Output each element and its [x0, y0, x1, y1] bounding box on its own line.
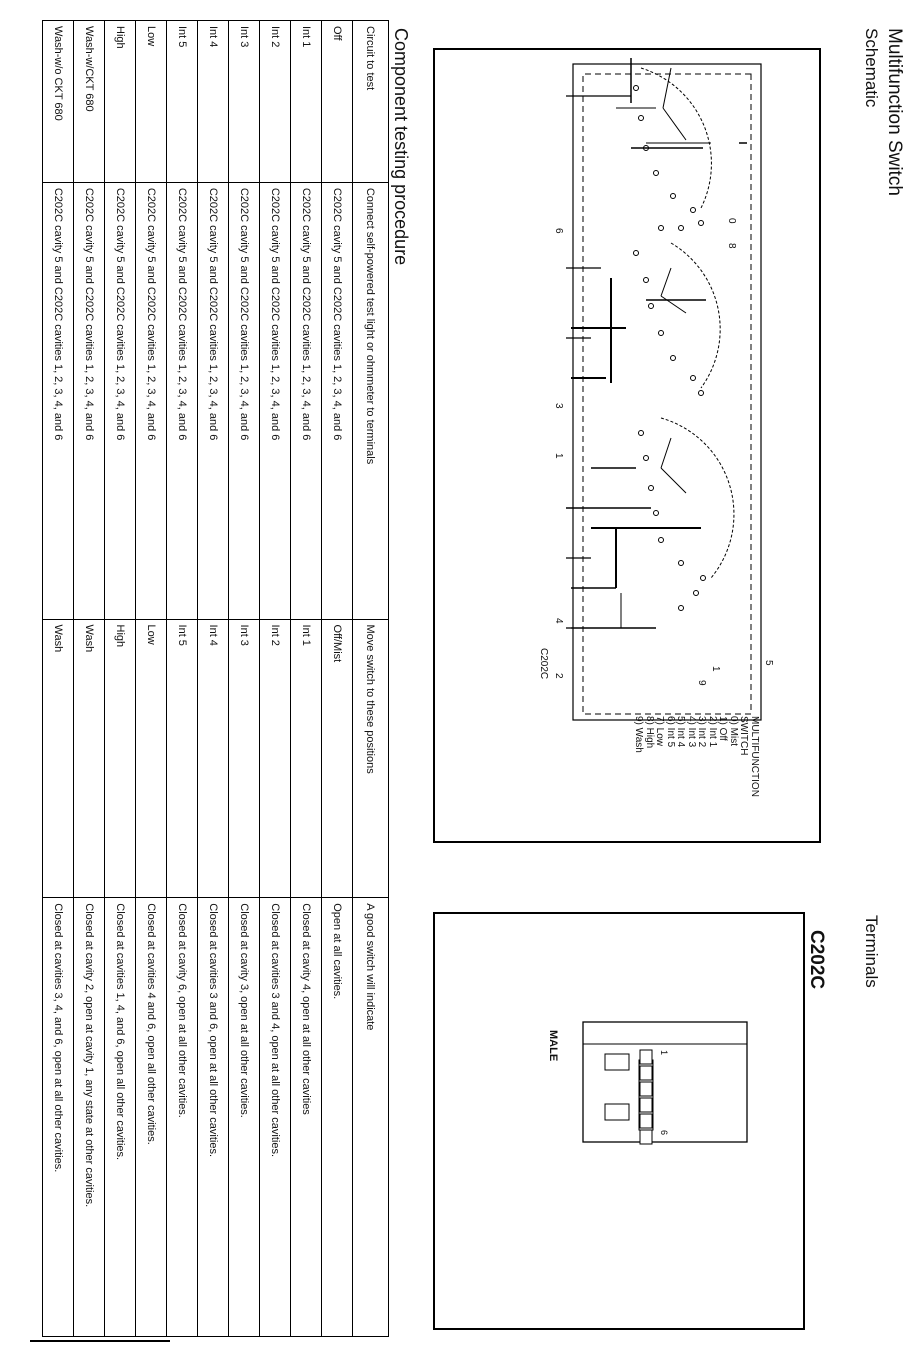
- table-row: [198, 21, 229, 1337]
- table-cell: Int 1: [291, 619, 322, 898]
- table-row: [260, 21, 291, 1337]
- switch-body-dashed: [583, 74, 751, 714]
- terminal-label: 2: [553, 673, 564, 679]
- table-cell: C202C cavity 5 and C202C cavities 1, 2, 3, 4, and 6: [43, 182, 74, 619]
- connector-name: C202C: [806, 930, 827, 990]
- table-cell: C202C cavity 5 and C202C cavities 1, 2, 3, 4, and 6: [322, 182, 353, 619]
- table-row: [74, 21, 105, 1337]
- table-row: [136, 21, 167, 1337]
- table-cell: C202C cavity 5 and C202C cavities 1, 2, 3, 4, and 6: [291, 182, 322, 619]
- position-legend: [633, 716, 759, 797]
- wafer-label: 8: [726, 243, 737, 249]
- legend-item: 3) Int 2: [696, 716, 708, 748]
- table-row: [322, 21, 353, 1337]
- table-cell: C202C cavity 5 and C202C cavities 1, 2, 3, 4, and 6: [136, 182, 167, 619]
- legend-item: 4) Int 3: [686, 716, 697, 748]
- table-cell: Off/Mist: [322, 619, 353, 898]
- cavity-6: [640, 1130, 652, 1144]
- table-cell: Closed at cavities 3 and 6, open at all other cavities.: [198, 898, 229, 1337]
- terminal-label: 4: [553, 618, 564, 624]
- table-cell: C202C cavity 5 and C202C cavities 1, 2, 3, 4, and 6: [198, 182, 229, 619]
- table-cell: Int 4: [198, 619, 229, 898]
- wafer-1: [616, 58, 747, 231]
- legend-item: 8) High: [644, 716, 655, 749]
- terminal-label: 3: [553, 403, 564, 409]
- wafer3-label: 9: [696, 680, 707, 686]
- table-cell: Closed at cavities 3, 4, and 6, open at all other cavities.: [43, 898, 74, 1337]
- pin-label: 6: [659, 1130, 669, 1136]
- pin-label: 1: [659, 1050, 669, 1056]
- table-cell: Off: [322, 21, 353, 183]
- wafer-label: 0: [726, 218, 737, 224]
- table-cell: Closed at cavities 4 and 6, open all other cavities.: [136, 898, 167, 1337]
- table-cell: C202C cavity 5 and C202C cavities 1, 2, 3, 4, and 6: [74, 182, 105, 619]
- table-cell: Open at all cavities.: [322, 898, 353, 1337]
- wafer-3: [566, 418, 734, 628]
- table-cell: Closed at cavity 3, open at all other cavities.: [229, 898, 260, 1337]
- schematic-heading: Schematic: [862, 28, 881, 108]
- table-cell: Int 2: [260, 619, 291, 898]
- legend-item: 9) Wash: [633, 716, 645, 753]
- cavity-2: [640, 1066, 652, 1080]
- legend-title: SWITCH: [738, 716, 750, 756]
- cavity-1: [640, 1050, 652, 1064]
- table-cell: High: [105, 619, 136, 898]
- legend-item: 5) Int 4: [675, 716, 687, 748]
- cavity-5: [640, 1114, 652, 1128]
- wafer-2: [571, 243, 720, 396]
- table-cell: Int 2: [260, 21, 291, 183]
- terminal-label: 5: [763, 660, 774, 666]
- procedure-table: [42, 20, 389, 1337]
- table-cell: Closed at cavities 1, 4, and 6, open all other cavities.: [105, 898, 136, 1337]
- table-cell: Int 4: [198, 21, 229, 183]
- cavity-3: [640, 1082, 652, 1096]
- table-cell: Int 3: [229, 21, 260, 183]
- table-cell: Wash: [74, 619, 105, 898]
- table-cell: Wash: [43, 619, 74, 898]
- table-cell: Wash-w/CKT 680: [74, 21, 105, 183]
- header-cell: Connect self-powered test light or ohmmeter to terminals: [353, 182, 389, 619]
- cavity-4: [640, 1098, 652, 1112]
- table-cell: Closed at cavity 4, open at all other cavities: [291, 898, 322, 1337]
- schematic-connector-label: C202C: [538, 648, 549, 680]
- table-cell: Int 5: [167, 21, 198, 183]
- legend-title: MULTIFUNCTION: [749, 716, 760, 797]
- legend-item: 7) Low: [654, 716, 666, 747]
- header-cell: Circuit to test: [353, 21, 389, 183]
- table-cell: Int 3: [229, 619, 260, 898]
- table-cell: Closed at cavity 2, open at cavity 1, any state at other cavities.: [74, 898, 105, 1337]
- legend-item: 1) Off: [717, 716, 729, 741]
- connector-gender: MALE: [547, 1030, 559, 1062]
- table-row: [229, 21, 260, 1337]
- legend-item: 2) Int 1: [707, 716, 718, 748]
- legend-item: 0) Mist: [728, 716, 739, 746]
- table-cell: Low: [136, 619, 167, 898]
- table-cell: C202C cavity 5 and C202C cavities 1, 2, 3, 4, and 6: [260, 182, 291, 619]
- connector-face: [579, 1020, 749, 1150]
- schematic-diagram: [433, 48, 821, 843]
- header-cell: Move switch to these positions: [353, 619, 389, 898]
- table-cell: High: [105, 21, 136, 183]
- terminals-heading: Terminals: [862, 915, 881, 988]
- table-header-row: [353, 21, 389, 1337]
- legend-item: 6) Int 5: [665, 716, 676, 748]
- table-cell: Int 5: [167, 619, 198, 898]
- table-cell: Closed at cavity 6, open at all other cavities.: [167, 898, 198, 1337]
- table-row: [43, 21, 74, 1337]
- table-row: [167, 21, 198, 1337]
- table-tail-rule: [30, 1340, 170, 1342]
- table-cell: C202C cavity 5 and C202C cavities 1, 2, 3, 4, and 6: [167, 182, 198, 619]
- table-row: [291, 21, 322, 1337]
- header-cell: A good switch will indicate: [353, 898, 389, 1337]
- table-cell: C202C cavity 5 and C202C cavities 1, 2, 3, 4, and 6: [105, 182, 136, 619]
- terminal-label: 1: [553, 453, 564, 459]
- table-cell: Closed at cavities 3 and 4, open at all other cavities.: [260, 898, 291, 1337]
- switch-body-outline: [573, 64, 761, 720]
- table-cell: Wash-w/o CKT 680: [43, 21, 74, 183]
- terminal-label: 6: [553, 228, 564, 234]
- table-cell: C202C cavity 5 and C202C cavities 1, 2, 3, 4, and 6: [229, 182, 260, 619]
- table-cell: Low: [136, 21, 167, 183]
- procedure-title: Component testing procedure: [391, 28, 411, 266]
- wafer3-label: 1: [710, 666, 721, 672]
- terminal-leads: [566, 96, 631, 628]
- table-cell: Int 1: [291, 21, 322, 183]
- table-row: [105, 21, 136, 1337]
- page-title: Multifunction Switch: [884, 28, 905, 196]
